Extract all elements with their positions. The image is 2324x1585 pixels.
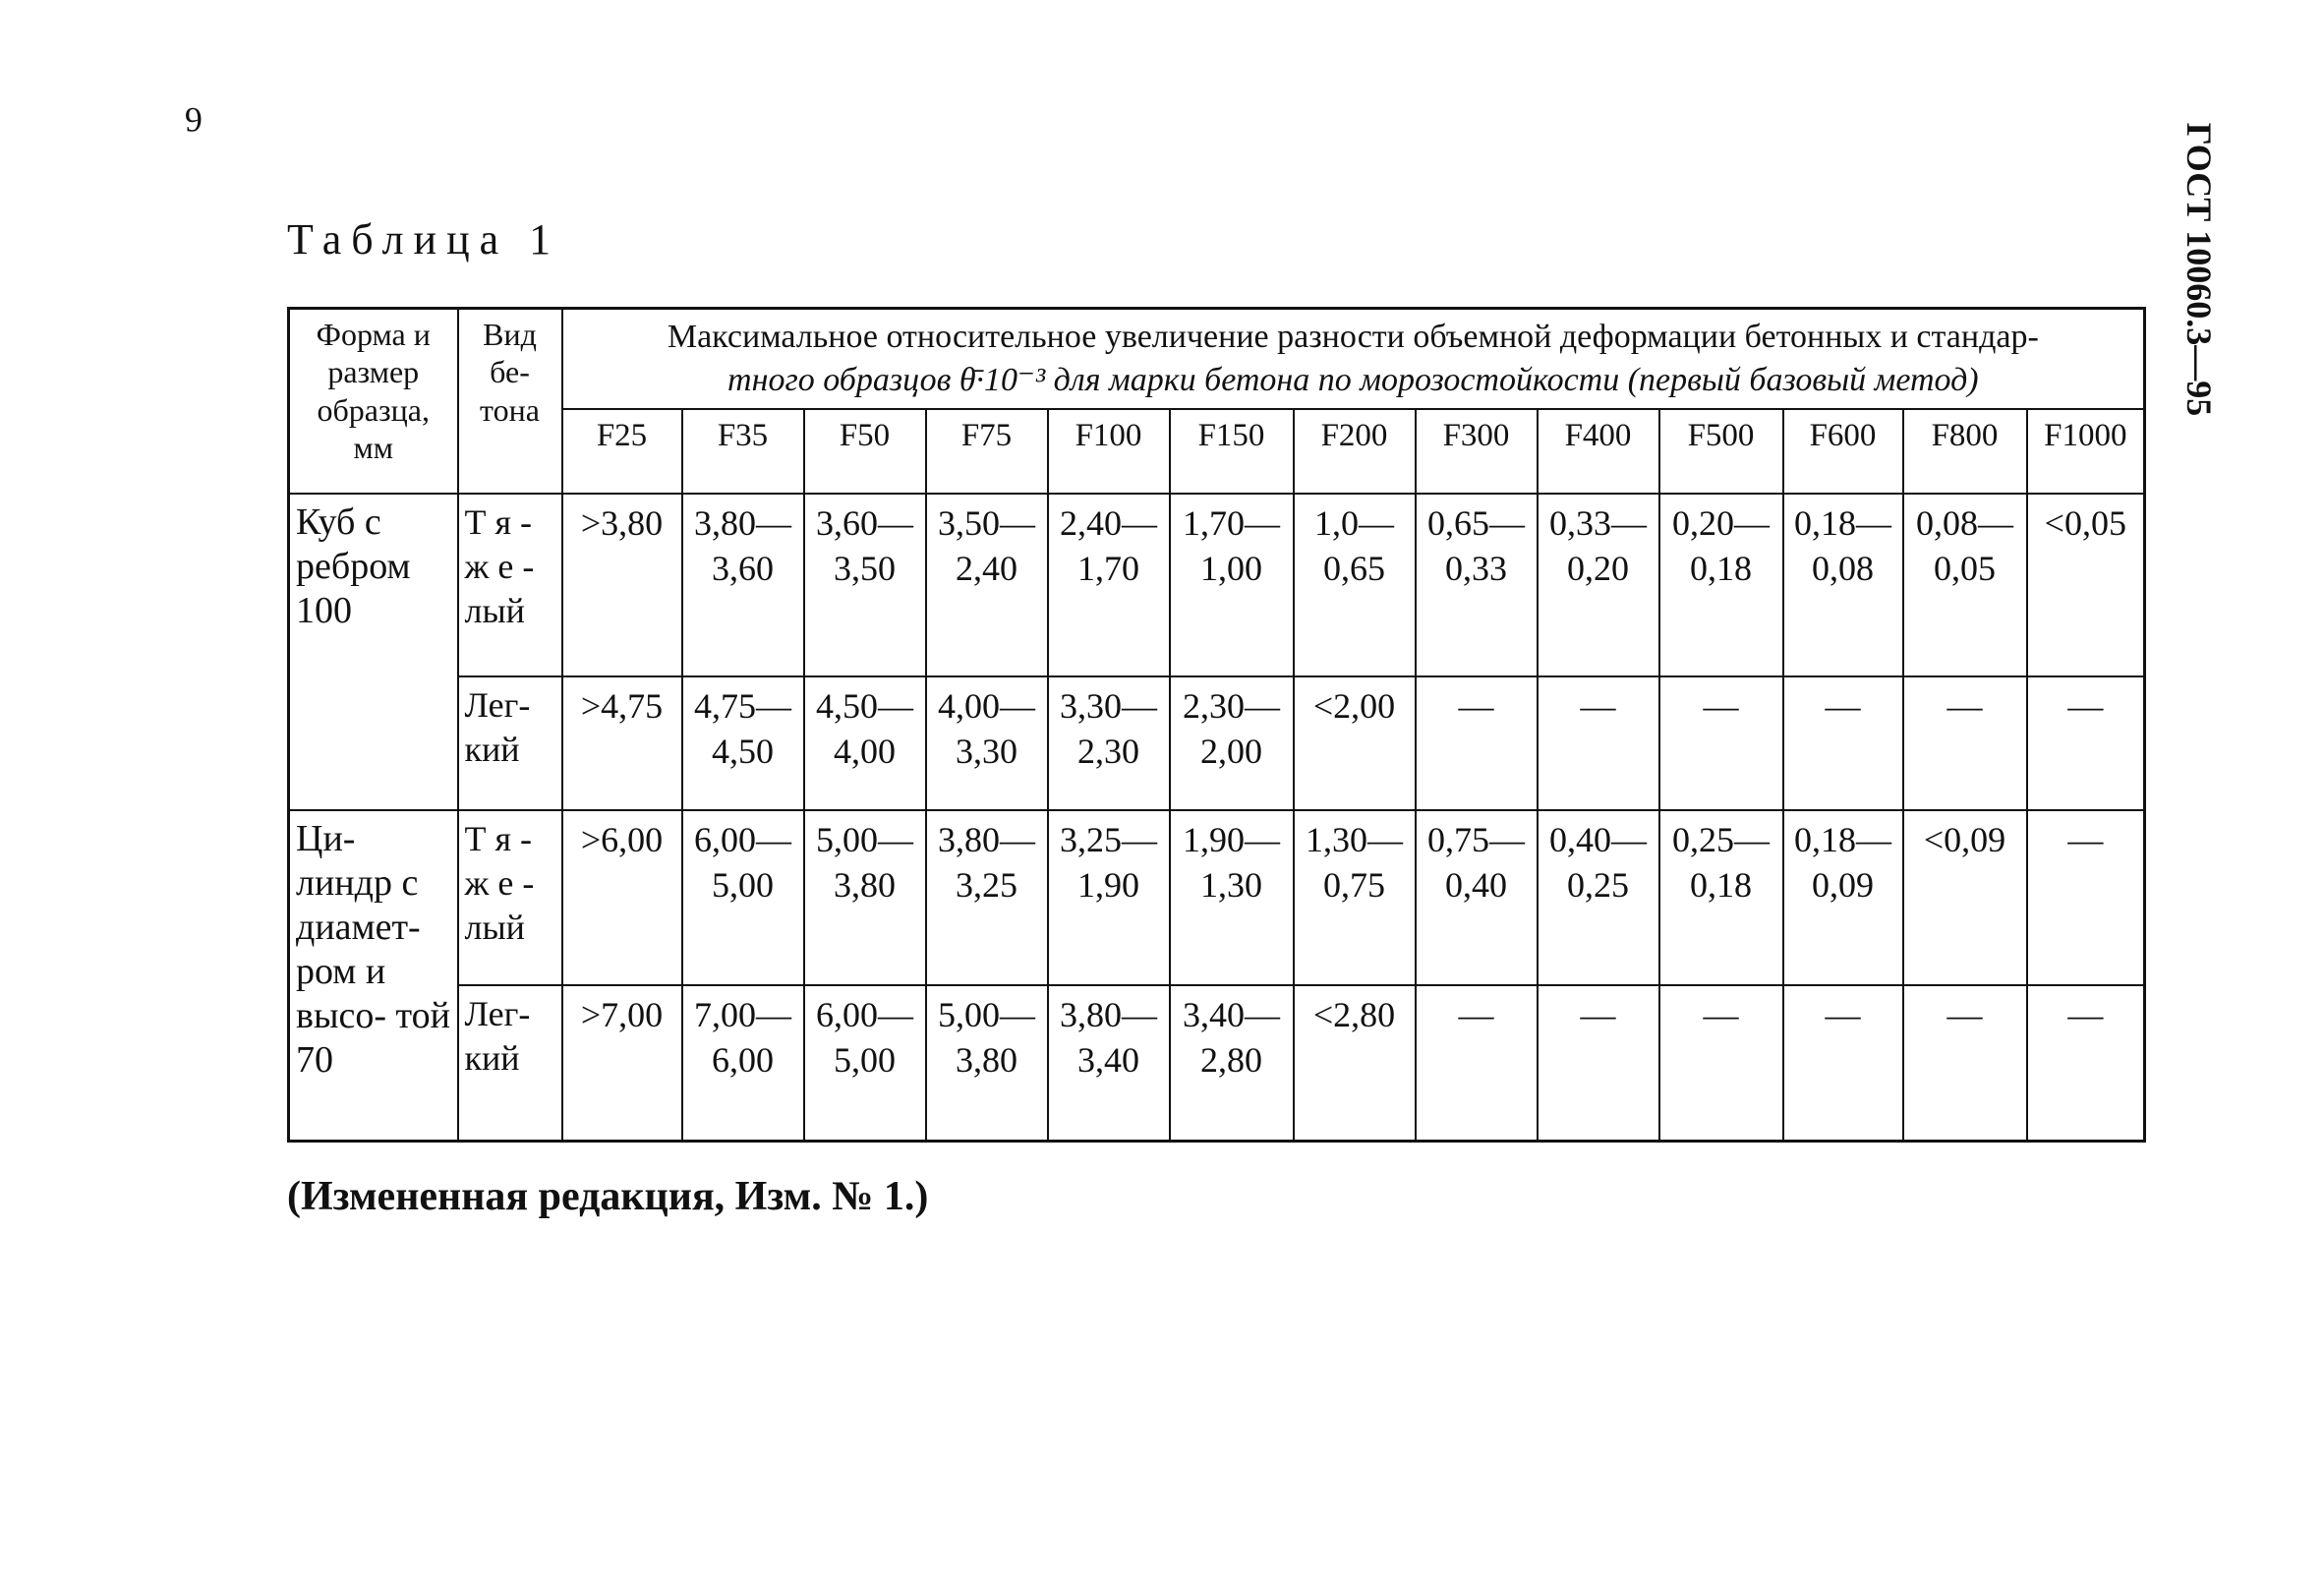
value-cell: 6,00— 5,00: [682, 810, 804, 985]
value-cell: >6,00: [562, 810, 682, 985]
value-cell: <2,80: [1294, 985, 1416, 1142]
value-cell: 0,20— 0,18: [1659, 494, 1783, 676]
value-cell: —: [1903, 985, 2027, 1142]
grade-header: F600: [1783, 409, 1903, 494]
header-concrete-kind: Вид бе-тона: [458, 309, 562, 495]
value-cell: 3,80— 3,40: [1048, 985, 1170, 1142]
value-cell: 1,0— 0,65: [1294, 494, 1416, 676]
value-cell: —: [1783, 676, 1903, 810]
grade-header: F25: [562, 409, 682, 494]
value-cell: —: [1416, 676, 1538, 810]
value-cell: —: [1783, 985, 1903, 1142]
grade-header: F150: [1170, 409, 1294, 494]
value-cell: 7,00— 6,00: [682, 985, 804, 1142]
grade-header: F200: [1294, 409, 1416, 494]
concrete-kind-cell: Лег- кий: [458, 676, 562, 810]
table-row: [289, 494, 2145, 676]
value-cell: 3,80— 3,25: [926, 810, 1048, 985]
value-cell: —: [1416, 985, 1538, 1142]
edition-note: (Измененная редакция, Изм. № 1.): [287, 1174, 929, 1219]
value-cell: >7,00: [562, 985, 682, 1142]
value-cell: 3,80— 3,60: [682, 494, 804, 676]
value-cell: —: [1659, 676, 1783, 810]
concrete-kind-cell: Т я - ж е - лый: [458, 810, 562, 985]
document-code: ГОСТ 10060.3—95: [2179, 122, 2220, 417]
value-cell: —: [2027, 985, 2145, 1142]
table-row: [289, 810, 2145, 985]
table-title: Таблица 1: [287, 215, 561, 264]
value-cell: >3,80: [562, 494, 682, 676]
value-cell: 2,40— 1,70: [1048, 494, 1170, 676]
value-cell: 1,90— 1,30: [1170, 810, 1294, 985]
value-cell: —: [1659, 985, 1783, 1142]
value-cell: 0,25— 0,18: [1659, 810, 1783, 985]
grade-header: F800: [1903, 409, 2027, 494]
page-number: 6: [185, 100, 203, 140]
value-cell: 5,00— 3,80: [804, 810, 926, 985]
header-form-size: Форма и размер образца, мм: [289, 309, 458, 495]
concrete-kind-cell: Т я - ж е - лый: [458, 494, 562, 676]
value-cell: —: [1538, 676, 1659, 810]
value-cell: —: [1903, 676, 2027, 810]
value-cell: 1,70— 1,00: [1170, 494, 1294, 676]
value-cell: 5,00— 3,80: [926, 985, 1048, 1142]
header-main-line-1: Максимальное относительное увеличение разности объемной деформации бетонных и стандар-: [667, 319, 2039, 355]
value-cell: <0,05: [2027, 494, 2145, 676]
grade-header: F50: [804, 409, 926, 494]
header-main-line-2: тного образцов θ̄·10⁻³ для марки бетона по морозостойкости (первый базовый метод): [727, 362, 1979, 399]
value-cell: 3,60— 3,50: [804, 494, 926, 676]
value-cell: >4,75: [562, 676, 682, 810]
specimen-shape-cell: Ци- линдр с диамет- ром и высо- той 70: [289, 810, 458, 1142]
value-cell: <2,00: [1294, 676, 1416, 810]
grade-header: F500: [1659, 409, 1783, 494]
value-cell: 4,50— 4,00: [804, 676, 926, 810]
concrete-kind-cell: Лег- кий: [458, 985, 562, 1142]
value-cell: 4,75— 4,50: [682, 676, 804, 810]
value-cell: 0,33— 0,20: [1538, 494, 1659, 676]
value-cell: —: [1538, 985, 1659, 1142]
value-cell: —: [2027, 810, 2145, 985]
value-cell: 4,00— 3,30: [926, 676, 1048, 810]
frost-resistance-table: [287, 307, 2146, 1143]
table-row: [289, 676, 2145, 810]
value-cell: 6,00— 5,00: [804, 985, 926, 1142]
value-cell: —: [2027, 676, 2145, 810]
value-cell: 0,18— 0,08: [1783, 494, 1903, 676]
value-cell: 3,30— 2,30: [1048, 676, 1170, 810]
value-cell: 0,08— 0,05: [1903, 494, 2027, 676]
value-cell: <0,09: [1903, 810, 2027, 985]
value-cell: 0,65— 0,33: [1416, 494, 1538, 676]
grade-header: F100: [1048, 409, 1170, 494]
table-row: [289, 985, 2145, 1142]
value-cell: 0,40— 0,25: [1538, 810, 1659, 985]
value-cell: 0,75— 0,40: [1416, 810, 1538, 985]
value-cell: 3,50— 2,40: [926, 494, 1048, 676]
specimen-shape-cell: Куб с ребром 100: [289, 494, 458, 810]
value-cell: 2,30— 2,00: [1170, 676, 1294, 810]
value-cell: 0,18— 0,09: [1783, 810, 1903, 985]
value-cell: 3,40— 2,80: [1170, 985, 1294, 1142]
grade-header: F300: [1416, 409, 1538, 494]
header-row-main: [289, 309, 2145, 410]
value-cell: 3,25— 1,90: [1048, 810, 1170, 985]
grade-header: F75: [926, 409, 1048, 494]
grade-header: F400: [1538, 409, 1659, 494]
header-row-grades: [289, 409, 2145, 494]
header-max-increase: [562, 309, 2145, 410]
value-cell: 1,30— 0,75: [1294, 810, 1416, 985]
grade-header: F1000: [2027, 409, 2145, 494]
grade-header: F35: [682, 409, 804, 494]
